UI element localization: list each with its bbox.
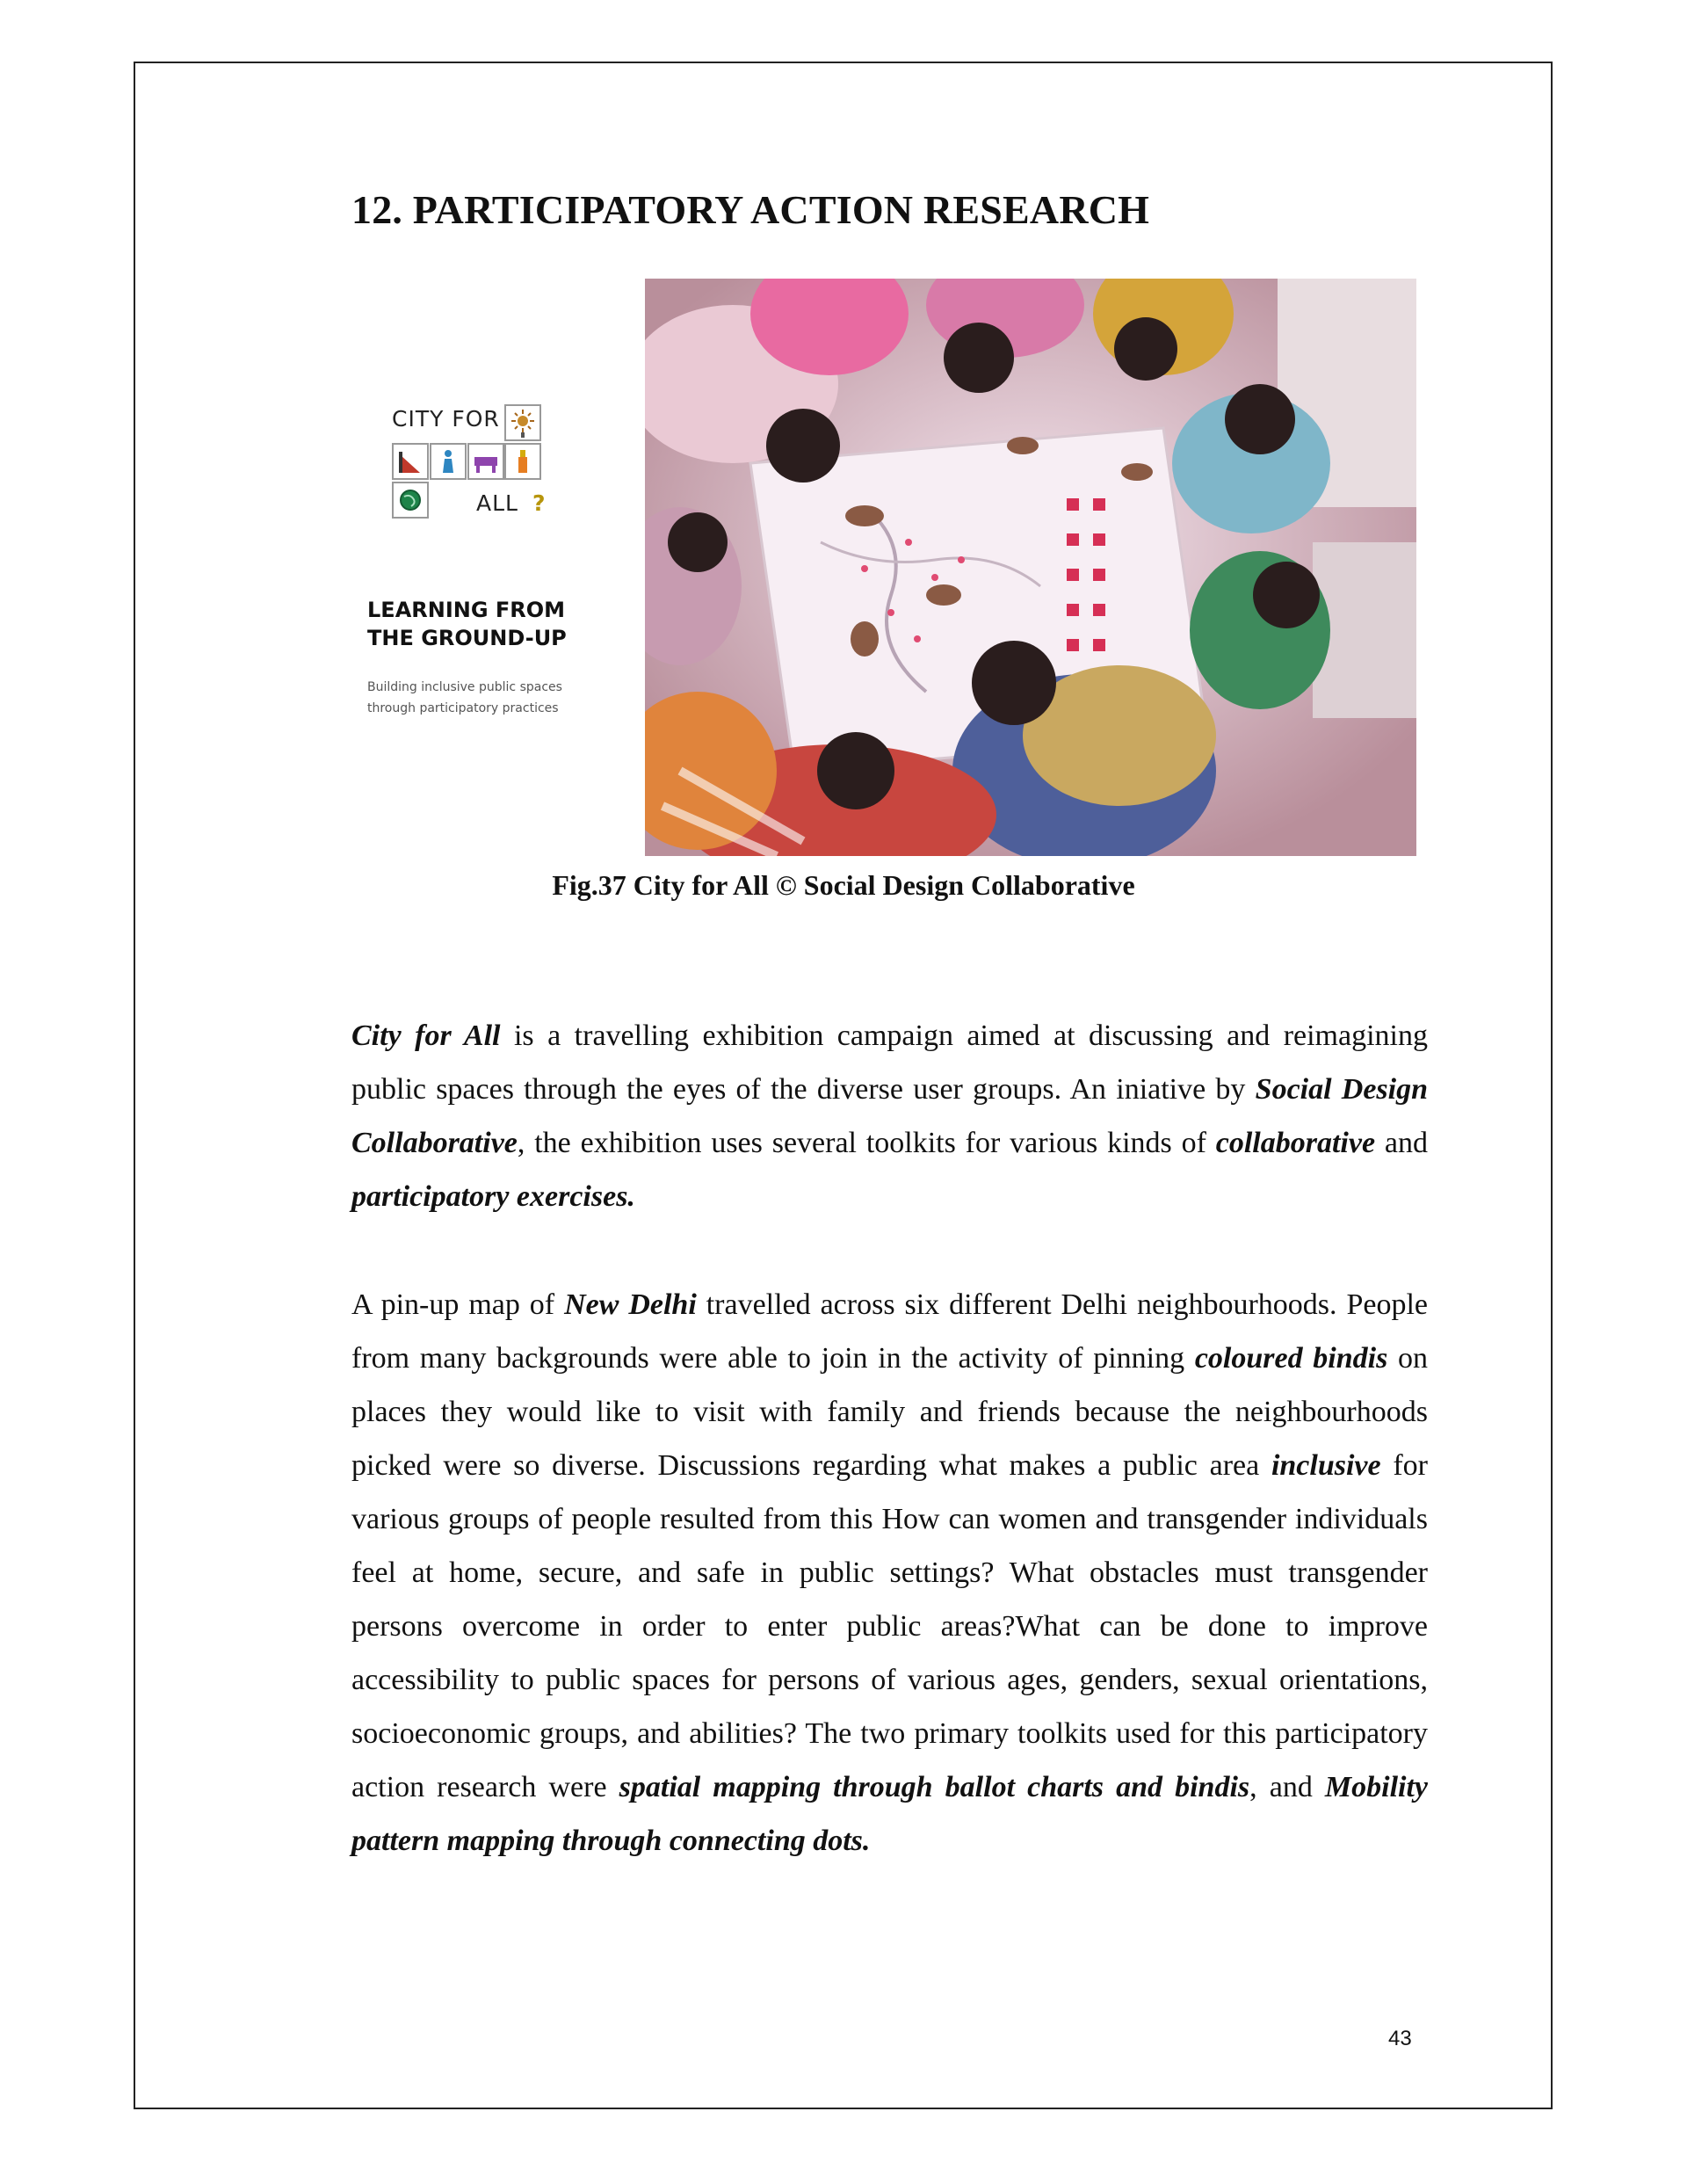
- sun-lamp-icon: [506, 406, 539, 439]
- p1-text-1: is a travelling exhibition campaign aimed at discussing and reimagining public spaces through the eyes of the diverse user groups. An iniative by: [351, 1019, 1428, 1106]
- p1-city-for-all: City for All: [351, 1019, 501, 1052]
- learning-title-line2: THE GROUND-UP: [367, 626, 567, 650]
- globe-icon: [394, 483, 427, 517]
- logo-question-mark: ?: [532, 490, 547, 516]
- section-heading: 12. PARTICIPATORY ACTION RESEARCH: [351, 187, 1150, 232]
- children-mapping-photo: [645, 279, 1416, 856]
- workshop-photo: [645, 279, 1416, 856]
- p2-mobility-pattern-mapping: Mobility pattern mapping through connecting dots.: [351, 1771, 1429, 1857]
- bench-icon-cell: [467, 443, 504, 480]
- p1-participatory-exercises: participatory exercises.: [351, 1180, 635, 1213]
- learning-title-line1: LEARNING FROM: [367, 598, 566, 622]
- bench-icon: [469, 445, 503, 478]
- person-icon-cell: [430, 443, 467, 480]
- lamp-icon-cell: [504, 404, 541, 441]
- globe-icon-cell: [392, 482, 429, 519]
- learning-subtitle-line2: through participatory practices: [367, 701, 559, 715]
- figure-caption: Fig.37 City for All © Social Design Collaborative: [552, 869, 1135, 901]
- learning-subtitle: [367, 677, 562, 719]
- logo-city-for-text: CITY FOR: [392, 406, 500, 432]
- p2-text-1: A pin-up map of: [351, 1288, 565, 1321]
- p2-text-5: , and: [1249, 1771, 1325, 1803]
- logo-all-text: ALL: [476, 490, 518, 516]
- p2-coloured-bindis: coloured bindis: [1194, 1342, 1388, 1375]
- person-icon: [431, 445, 465, 478]
- bottle-icon-cell: [504, 443, 541, 480]
- p1-collaborative: collaborative: [1215, 1127, 1376, 1159]
- p2-text-3: on places they would like to visit with family and friends because the neighbourhoods picked were so diverse. Discussions regarding what makes a public area: [351, 1342, 1428, 1482]
- p2-text-2: travelled across six different Delhi neighbourhoods. People from many backgrounds were able to join in the activity of pinning: [351, 1288, 1429, 1375]
- learning-subtitle-line1: Building inclusive public spaces: [367, 680, 562, 694]
- p2-new-delhi: New Delhi: [564, 1288, 697, 1321]
- p2-text-4: for various groups of people resulted from this How can women and transgender individuals feel at home, secure, and safe in public settings? What obstacles must transgender persons overcome in order to enter public areas?What can be done to improve accessibility to public spaces for persons of various ages, genders, sexual orientations, socioeconomic groups, and abilities? The two primary toolkits used for this participatory action research were: [351, 1449, 1428, 1803]
- p1-text-3: and: [1375, 1127, 1428, 1159]
- bottle-icon: [506, 445, 539, 478]
- slide-icon: [394, 445, 427, 478]
- p1-social-design-collaborative: Social Design Collaborative: [351, 1073, 1428, 1159]
- paragraph-2: [351, 1278, 1428, 1868]
- p2-spatial-mapping: spatial mapping through ballot charts and bindis: [619, 1771, 1250, 1803]
- paragraph-1: [351, 1009, 1428, 1223]
- p1-text-2: , the exhibition uses several toolkits for various kinds of: [517, 1127, 1216, 1159]
- city-for-all-logo: [367, 404, 596, 729]
- p2-inclusive: inclusive: [1271, 1449, 1381, 1482]
- slide-icon-cell: [392, 443, 429, 480]
- learning-title: [367, 596, 567, 652]
- logo-grid: [392, 404, 568, 527]
- page-number: 43: [1388, 2027, 1412, 2050]
